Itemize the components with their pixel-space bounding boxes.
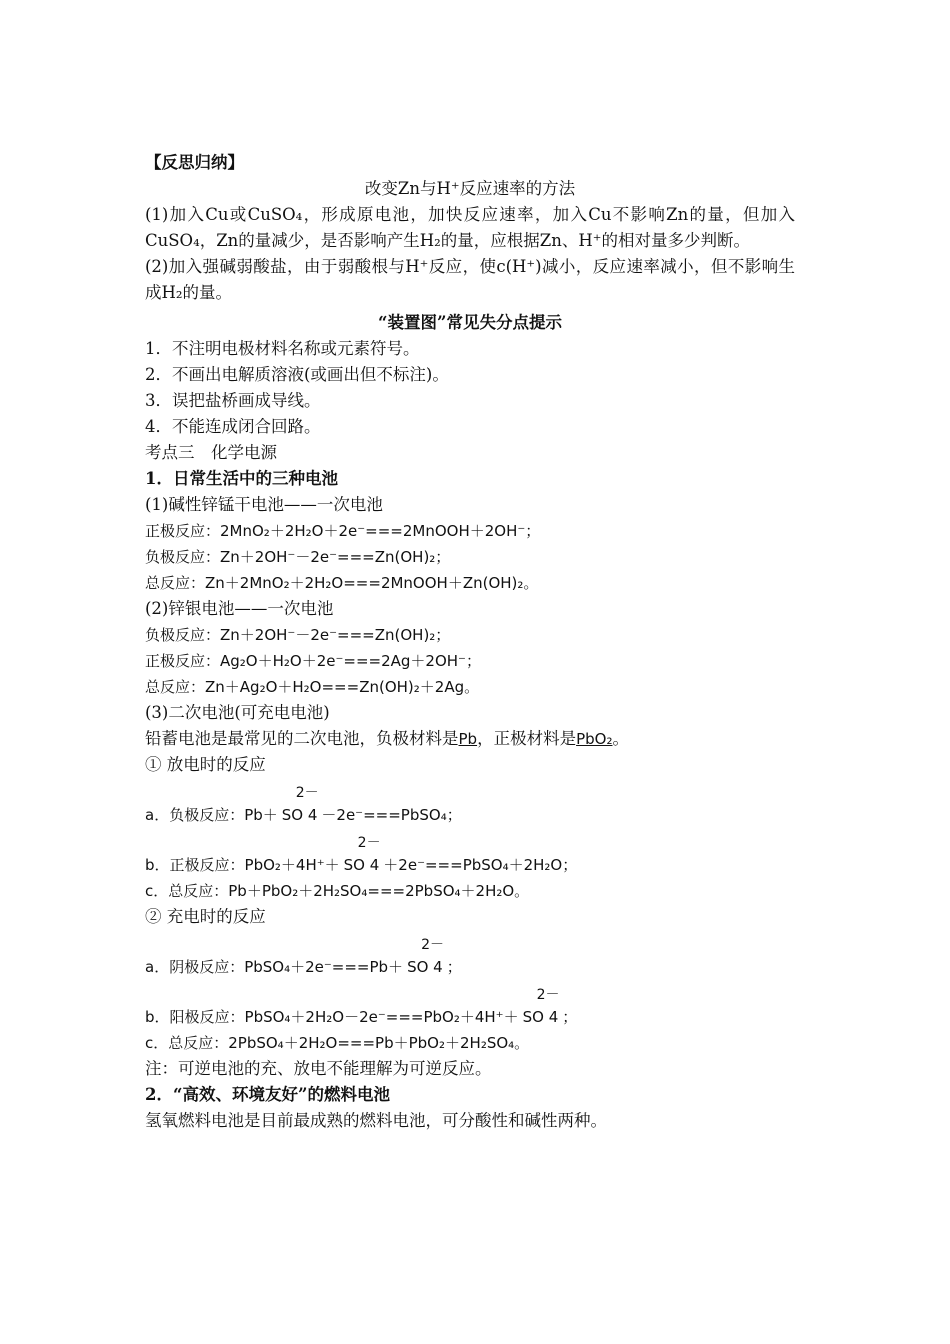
list-item: 3．误把盐桥画成导线。 [145,391,321,410]
charge-heading: ② 充电时的反应 [145,907,266,926]
eq-text: b．正极反应：PbO₂＋4H⁺＋ [145,856,340,874]
paragraph-2: (2)加入强碱弱酸盐，由于弱酸根与H⁺反应，使c(H⁺)减小，反应速率减小，但不影响生成H₂的量。 [145,257,795,302]
charge-a [145,937,795,980]
list-item: 1．不注明电极材料名称或元素符号。 [145,339,420,358]
lead-battery-text [145,726,795,752]
battery1-positive: 正极反应：2MnO₂＋2H₂O＋2e⁻===2MnOOH＋2OH⁻； [145,522,541,540]
sulfate-ion [278,785,322,828]
ion-charge: 2－ [421,937,444,953]
method-title: 改变Zn与H⁺反应速率的方法 [364,179,576,198]
ion-charge: 2－ [357,835,381,851]
ion-formula: SO 4 [281,806,318,824]
eq-text: a．阴极反应：PbSO₄＋2e⁻===Pb＋ [145,958,404,976]
fuel-cell-text: 氢氧燃料电池是目前最成熟的燃料电池，可分酸性和碱性两种。 [145,1111,607,1130]
lead-text-pre: 铅蓄电池是最常见的二次电池，负极材料是 [145,729,459,748]
ion-formula: SO 4 [343,856,380,874]
list-item: 2．不画出电解质溶液(或画出但不标注)。 [145,365,449,384]
eq-text: －2e⁻===PbSO₄； [321,806,462,824]
battery2-negative: 负极反应：Zn＋2OH⁻－2e⁻===Zn(OH)₂； [145,626,451,644]
positive-material: PbO₂ [576,730,613,748]
sulfate-ion [519,987,563,1030]
eq-text: ； [446,958,462,976]
ion-formula: SO 4 [407,958,443,976]
sulfate-ion [340,835,384,878]
device-title: “装置图”常见失分点提示 [378,313,562,332]
negative-material: Pb [458,730,478,748]
subheading-fuel-cell: 2．“高效、环境友好”的燃料电池 [145,1085,390,1104]
discharge-a [145,785,795,828]
document-page [145,150,795,1134]
battery1-negative: 负极反应：Zn＋2OH⁻－2e⁻===Zn(OH)₂； [145,548,451,566]
kaodian-heading: 考点三 化学电源 [145,443,277,462]
list-item: 4．不能连成闭合回路。 [145,417,321,436]
lead-text-mid: ，正极材料是 [477,729,577,748]
lead-text-end: 。 [612,729,629,748]
battery2-positive: 正极反应：Ag₂O＋H₂O＋2e⁻===2Ag＋2OH⁻； [145,652,481,670]
eq-text: a．负极反应：Pb＋ [145,806,278,824]
section-heading: 【反思归纳】 [145,153,244,172]
charge-b [145,987,795,1030]
eq-text: ； [562,1008,578,1026]
discharge-heading: ① 放电时的反应 [145,755,266,774]
discharge-c: c．总反应：Pb＋PbO₂＋2H₂SO₄===2PbSO₄＋2H₂O。 [145,882,530,900]
ion-charge: 2－ [295,785,319,801]
ion-formula: SO 4 [522,1008,559,1026]
battery1-title: (1)碱性锌锰干电池——一次电池 [145,495,383,514]
battery3-title: (3)二次电池(可充电电池) [145,703,330,722]
battery2-total: 总反应：Zn＋Ag₂O＋H₂O===Zn(OH)₂＋2Ag。 [145,678,480,696]
note: 注：可逆电池的充、放电不能理解为可逆反应。 [145,1059,492,1078]
paragraph-1: (1)加入Cu或CuSO₄，形成原电池，加快反应速率，加入Cu不影响Zn的量，但加入CuSO₄，Zn的量减少，是否影响产生H₂的量，应根据Zn、H⁺的相对量多少判断。 [145,205,795,250]
battery1-total: 总反应：Zn＋2MnO₂＋2H₂O===2MnOOH＋Zn(OH)₂。 [145,574,539,592]
ion-charge: 2－ [536,987,560,1003]
eq-text: b．阳极反应：PbSO₄＋2H₂O－2e⁻===PbO₂＋4H⁺＋ [145,1008,519,1026]
discharge-b [145,835,795,878]
charge-c: c．总反应：2PbSO₄＋2H₂O===Pb＋PbO₂＋2H₂SO₄。 [145,1034,530,1052]
eq-text: ＋2e⁻===PbSO₄＋2H₂O； [383,856,578,874]
subheading-batteries: 1．日常生活中的三种电池 [145,469,338,488]
battery2-title: (2)锌银电池——一次电池 [145,599,334,618]
sulfate-ion [403,937,447,980]
